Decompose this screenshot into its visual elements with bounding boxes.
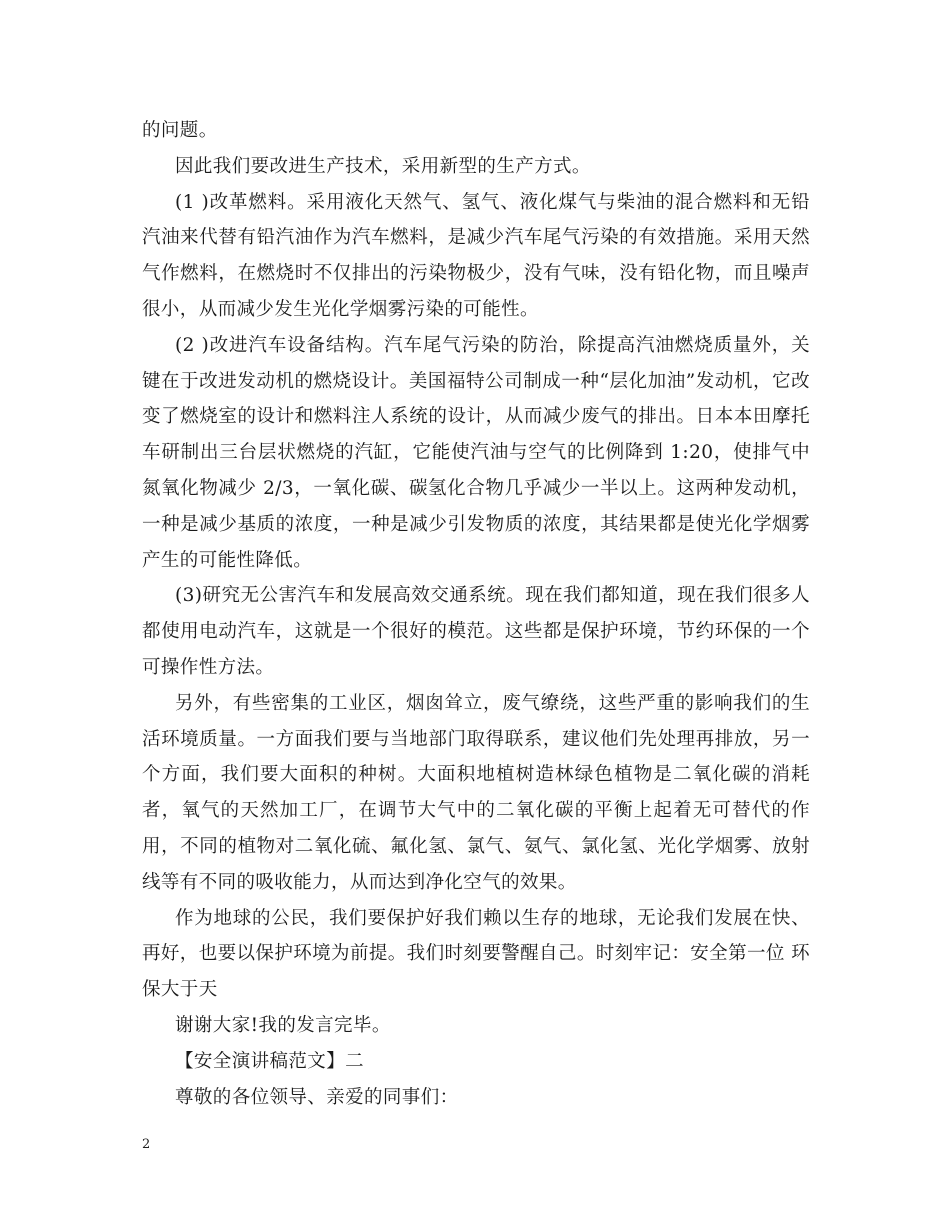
- paragraph-1: 的问题。: [142, 120, 218, 141]
- paragraph-8: 谢谢大家!我的发言完毕。: [175, 1014, 391, 1036]
- paragraph-6: 另外，有些密集的工业区，烟囱耸立，废气缭绕，这些严重的影响我们的生活环境质量。一方面我们要与当地部门取得联系，建议他们先处理再排放，另一个方面，我们要大面积的种树。大面积地植树造林绿色植物是二氧化碳的消耗者，氧气的天然加工厂，在调节大气中的二氧化碳的平衡上起着无可替代的作用，不同的植物对二氧化硫、氟化氢、氯气、氨气、氯化氢、光化学烟雾、放射线等有不同的吸收能力，从而达到净化空气的效果。: [142, 692, 810, 893]
- paragraph-9: 【安全演讲稿范文】二: [175, 1050, 365, 1072]
- paragraph-10: 尊敬的各位领导、亲爱的同事们：: [175, 1086, 459, 1108]
- paragraph-3: (1 )改革燃料。采用液化天然气、氢气、液化煤气与柴油的混合燃料和无铅汽油来代替有铅汽油作为汽车燃料，是减少汽车尾气污染的有效措施。采用天然气作燃料，在燃烧时不仅排出的污染物极少，没有气味，没有铅化物，而且噪声很小，从而减少发生光化学烟雾污染的可能性。: [142, 191, 810, 320]
- document-body: [142, 113, 810, 1115]
- paragraph-5: (3)研究无公害汽车和发展高效交通系统。现在我们都知道，现在我们很多人都使用电动汽车，这就是一个很好的模范。这些都是保护环境，节约环保的一个可操作性方法。: [142, 585, 810, 678]
- page-number: 2: [142, 1137, 151, 1152]
- paragraph-7: 作为地球的公民，我们要保护好我们赖以生存的地球，无论我们发展在快、再好，也要以保护环境为前提。我们时刻要警醒自己。时刻牢记：安全第一位 环保大于天: [142, 907, 810, 1001]
- paragraph-2: 因此我们要改进生产技术，采用新型的生产方式。: [175, 155, 591, 177]
- paragraph-4: (2 )改进汽车设备结构。汽车尾气污染的防治，除提高汽油燃烧质量外，关键在于改进发动机的燃烧设计。美国福特公司制成一种“层化加油”发动机，它改变了燃烧室的设计和燃料注人系统的设计，从而减少废气的排出。日本本田摩托车研制出三台层状燃烧的汽缸，它能使汽油与空气的比例降到 1:20，使排气中氮氧化物减少 2/3，一氧化碳、碳氢化合物几乎减少一半以上。这两种发动机，一种是减少基质的浓度，一种是减少引发物质的浓度，其结果都是使光化学烟雾产生的可能性降低。: [142, 334, 810, 571]
